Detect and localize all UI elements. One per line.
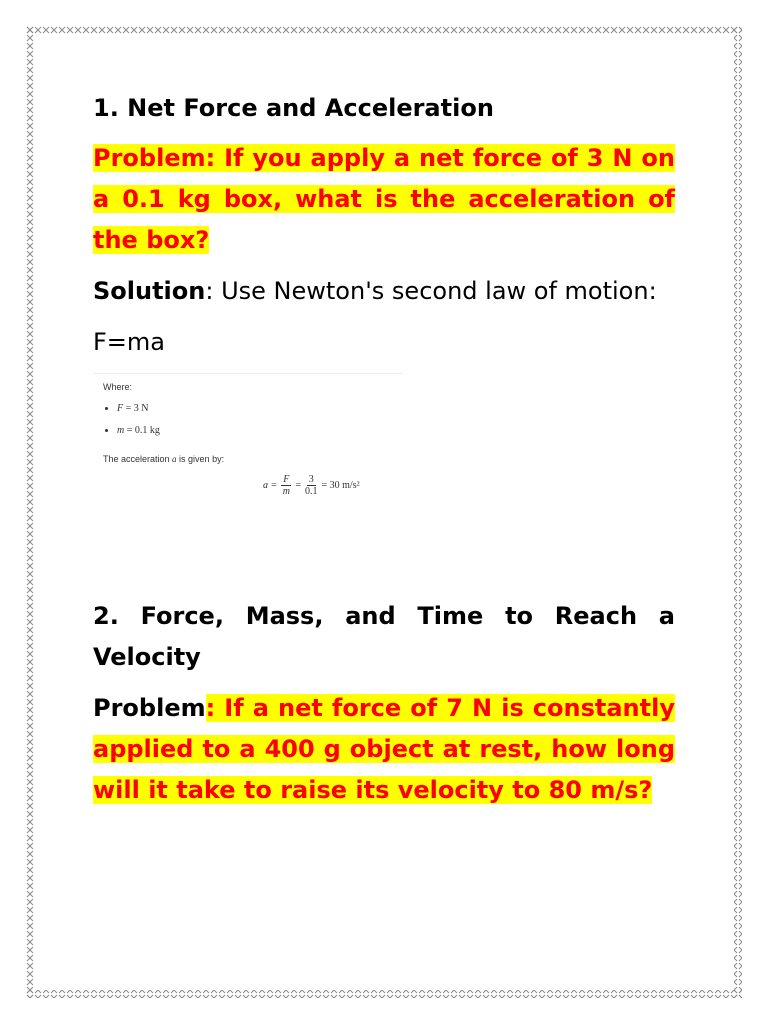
section-1-problem	[93, 138, 675, 261]
problem-highlight: Problem: If you apply a net force of 3 N on a 0.1 kg box, what is the acceleration of the box?	[93, 144, 675, 254]
frac1-den: m	[282, 486, 290, 497]
embedded-solution-image	[93, 373, 403, 514]
section-2-problem	[93, 688, 675, 811]
section-2-heading: 2. Force, Mass, and Time to Reach a Velocity	[93, 602, 675, 671]
force-value: = 3 N	[123, 403, 149, 414]
given-values-list	[103, 398, 160, 442]
frac1-num: F	[283, 474, 290, 485]
given-var: a	[172, 454, 177, 464]
eq-lhs: a =	[263, 480, 278, 491]
frac2-num: 3	[308, 474, 314, 485]
given-force-item	[117, 398, 160, 420]
section-1-solution	[93, 271, 675, 312]
acceleration-given-text	[103, 454, 224, 464]
fraction-3-over-01	[305, 474, 318, 497]
where-label: Where:	[103, 382, 133, 392]
section-1-heading: 1. Net Force and Acceleration	[93, 94, 494, 122]
mass-var: m	[117, 425, 125, 436]
force-var: F	[117, 403, 124, 414]
section-2	[93, 596, 675, 811]
frac2-den: 0.1	[305, 486, 318, 497]
fraction-f-over-m	[281, 474, 291, 497]
solution-text: : Use Newton's second law of motion:	[205, 277, 657, 305]
document-content	[93, 88, 675, 821]
formula-text: F=ma	[93, 328, 165, 356]
given-prefix: The acceleration	[103, 454, 173, 464]
problem-label: Problem	[93, 694, 206, 722]
given-suffix: is given by:	[176, 454, 225, 464]
problem-highlight-2: : If a net force of 7 N is constantly applied to a 400 g object at rest, how long will it take to raise its velocity to 80 m/s?	[93, 694, 675, 804]
eq-rhs: = 30 m/s²	[321, 480, 360, 491]
eq-mid: =	[295, 480, 301, 491]
given-mass-item	[117, 420, 160, 442]
solution-label: Solution	[93, 277, 206, 305]
mass-value: = 0.1 kg	[124, 425, 160, 436]
acceleration-equation	[263, 474, 360, 497]
